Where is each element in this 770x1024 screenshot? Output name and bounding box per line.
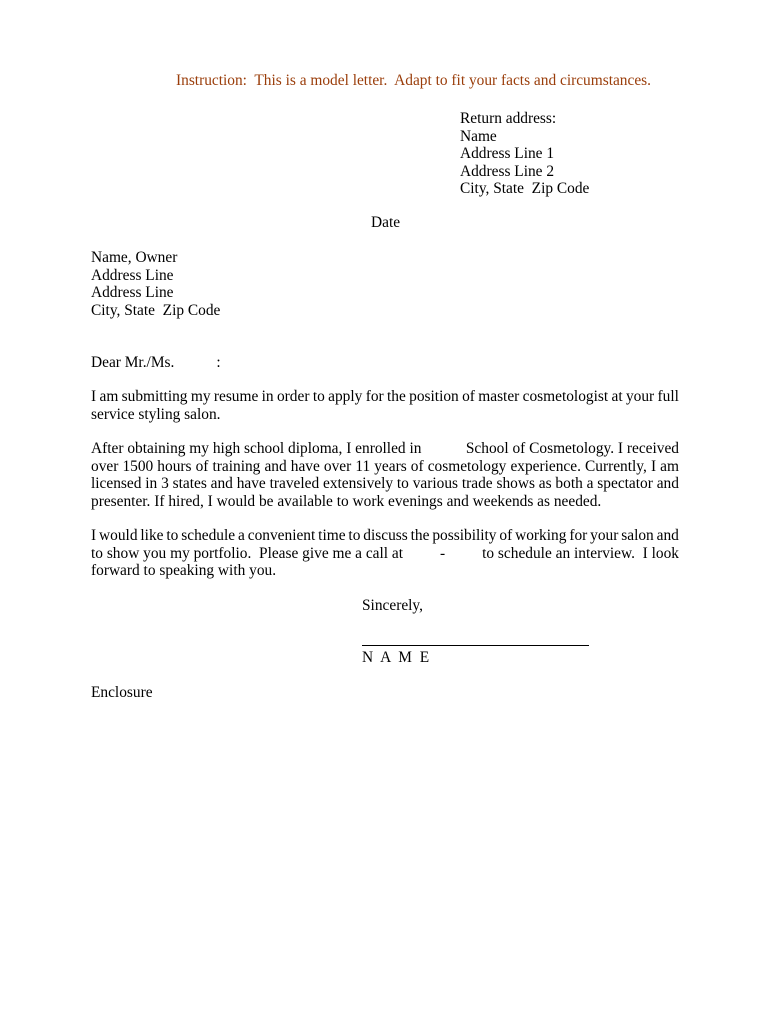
word: extensively bbox=[322, 475, 394, 492]
signature-line bbox=[362, 645, 589, 646]
word: your bbox=[625, 388, 655, 405]
word: years bbox=[374, 457, 407, 475]
word: to bbox=[312, 388, 325, 405]
word: various bbox=[412, 475, 459, 492]
word: the bbox=[386, 388, 406, 405]
word: of bbox=[195, 457, 209, 475]
recipient-line-2: Address Line bbox=[91, 284, 174, 301]
salutation-prefix: Dear Mr./Ms. bbox=[91, 354, 175, 371]
word: have bbox=[236, 475, 266, 492]
call-text: to show you my portfolio. Please give me a call at bbox=[91, 544, 404, 562]
word: to bbox=[348, 527, 361, 544]
word: in bbox=[261, 388, 274, 405]
word: apply bbox=[328, 388, 363, 405]
word: submitting bbox=[121, 388, 188, 405]
recipient-line-1: Address Line bbox=[91, 266, 174, 284]
word: your bbox=[590, 527, 619, 544]
word: schedule bbox=[181, 527, 236, 544]
word: master bbox=[478, 388, 520, 405]
word: order bbox=[276, 388, 310, 405]
word: at bbox=[611, 388, 623, 405]
enclosure-note: Enclosure bbox=[91, 684, 153, 701]
recipient-name: Name, Owner bbox=[91, 249, 178, 266]
signature-name: N A M E bbox=[362, 649, 432, 666]
word: of bbox=[410, 457, 424, 475]
word: a bbox=[586, 475, 594, 492]
word: the bbox=[410, 527, 430, 544]
return-address-name: Name bbox=[460, 127, 497, 145]
word: in bbox=[145, 475, 158, 492]
word: I bbox=[91, 388, 97, 405]
paragraph-row: presenter. If hired, I would be available to work evenings and weekends as needed. bbox=[91, 492, 602, 510]
word: position bbox=[409, 388, 459, 405]
phone-dash: - bbox=[440, 544, 446, 562]
word: states bbox=[172, 475, 207, 492]
word: and bbox=[264, 457, 287, 475]
word: my bbox=[190, 388, 211, 405]
word: am bbox=[660, 457, 679, 475]
word: licensed bbox=[91, 475, 142, 492]
word: cosmetologist bbox=[522, 388, 609, 405]
word: 1500 bbox=[122, 457, 154, 475]
recipient-address-block bbox=[91, 249, 220, 319]
paragraph-position bbox=[91, 388, 679, 423]
word: training bbox=[212, 457, 261, 475]
return-address-line-2: Address Line 2 bbox=[460, 162, 555, 180]
word: I bbox=[91, 527, 97, 544]
instruction-note: Instruction: This is a model letter. Adapt to fit your facts and circumstances. bbox=[176, 72, 652, 89]
interview-text: to schedule an interview. I look bbox=[482, 544, 679, 562]
word: resume bbox=[213, 388, 259, 405]
paragraph-row bbox=[91, 458, 679, 476]
word: spectator bbox=[597, 475, 653, 492]
word: and bbox=[656, 527, 679, 544]
word: working bbox=[515, 527, 567, 544]
paragraph-row bbox=[91, 545, 679, 563]
word: would bbox=[99, 527, 138, 544]
word: Currently, bbox=[585, 457, 647, 475]
word: 11 bbox=[355, 457, 371, 475]
paragraph-row bbox=[91, 475, 679, 493]
paragraph-row bbox=[91, 388, 679, 406]
enrollment-text: After obtaining my high school diploma, I enrolled in bbox=[91, 440, 422, 457]
word: and bbox=[210, 475, 233, 492]
word: convenient bbox=[247, 527, 316, 544]
word: possibility bbox=[432, 527, 497, 544]
word: as bbox=[538, 475, 552, 492]
word: over bbox=[323, 457, 352, 475]
paragraph-row bbox=[91, 527, 679, 545]
word: both bbox=[555, 475, 583, 492]
paragraph-request bbox=[91, 527, 679, 580]
closing: Sincerely, bbox=[362, 597, 423, 614]
word: for bbox=[365, 388, 384, 405]
word: like bbox=[140, 527, 164, 544]
word: time bbox=[318, 527, 346, 544]
word: discuss bbox=[363, 527, 408, 544]
word: full bbox=[657, 388, 679, 405]
paragraph-row: service styling salon. bbox=[91, 405, 221, 423]
word: of bbox=[499, 527, 513, 544]
recipient-city: City, State Zip Code bbox=[91, 301, 221, 319]
word: to bbox=[396, 475, 409, 492]
word: have bbox=[290, 457, 320, 475]
word: 3 bbox=[161, 475, 169, 492]
word: experience. bbox=[510, 457, 581, 475]
word: shows bbox=[496, 475, 535, 492]
word: salon bbox=[621, 527, 654, 544]
word: traveled bbox=[269, 475, 320, 492]
word: for bbox=[569, 527, 588, 544]
word: am bbox=[99, 388, 119, 405]
return-address-block bbox=[460, 110, 589, 198]
word: hours bbox=[157, 457, 192, 475]
paragraph-experience bbox=[91, 440, 679, 510]
word: I bbox=[650, 457, 657, 475]
paragraph-row bbox=[91, 440, 679, 458]
letter-date: Date bbox=[371, 214, 401, 231]
word: trade bbox=[461, 475, 493, 492]
word: to bbox=[166, 527, 179, 544]
word: cosmetology bbox=[427, 457, 507, 475]
return-address-line-1: Address Line 1 bbox=[460, 145, 555, 162]
word: of bbox=[462, 388, 475, 405]
return-address-city: City, State Zip Code bbox=[460, 180, 590, 197]
salutation bbox=[91, 354, 221, 372]
paragraph-row: forward to speaking with you. bbox=[91, 562, 277, 579]
word: over bbox=[91, 457, 119, 475]
word: and bbox=[656, 475, 679, 492]
salutation-suffix: : bbox=[216, 354, 221, 371]
school-text: School of Cosmetology. I received bbox=[465, 440, 679, 457]
word: a bbox=[238, 527, 245, 544]
return-address-heading: Return address: bbox=[460, 110, 557, 127]
